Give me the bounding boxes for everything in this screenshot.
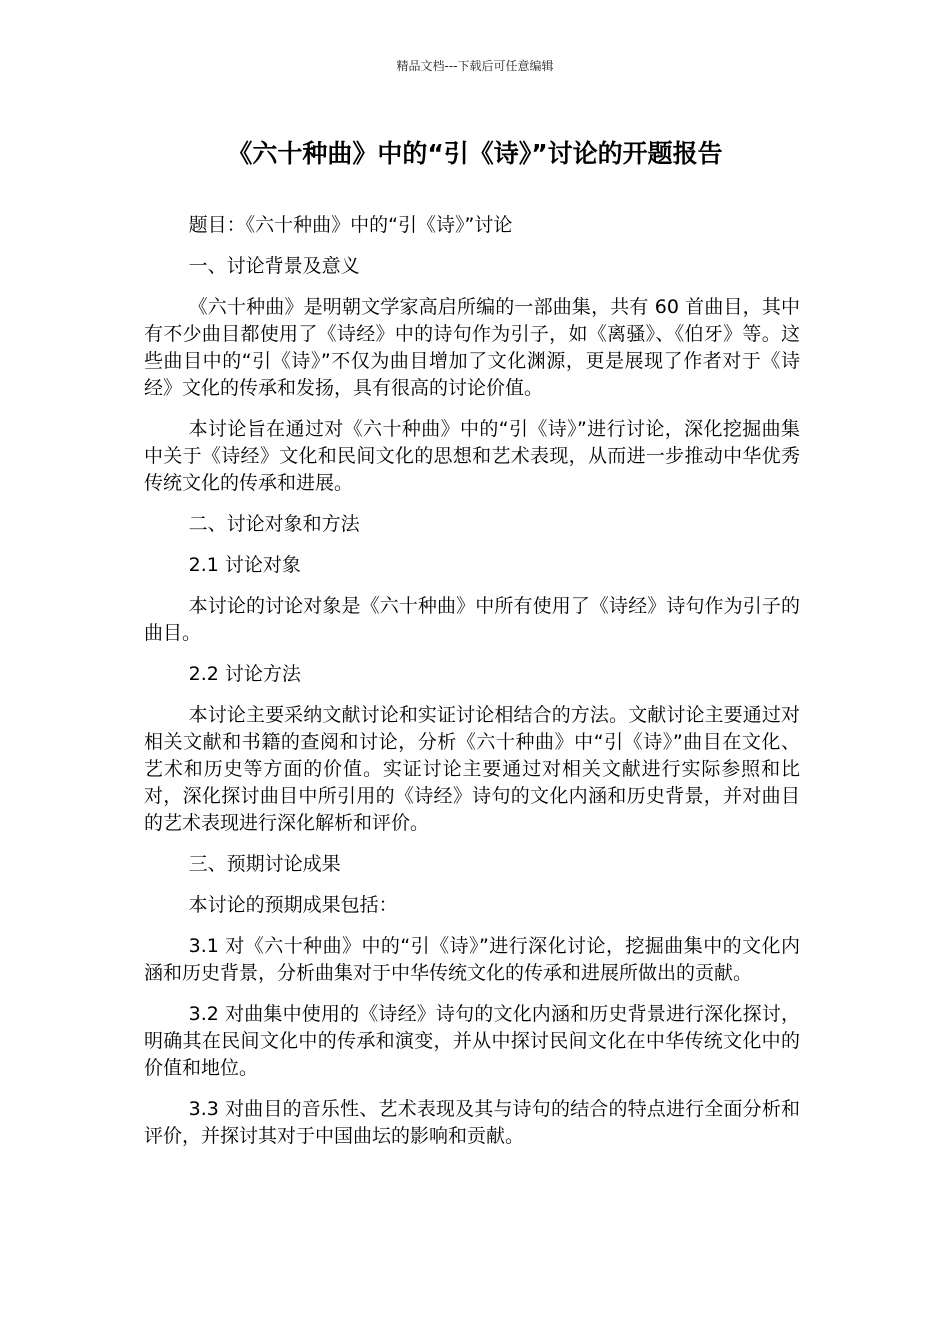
paragraph-purpose: 本讨论旨在通过对《六十种曲》中的“引《诗》”进行讨论，深化挖掘曲集中关于《诗经》文化和民间文化的思想和艺术表现，从而进一步推动中华优秀传统文化的传承和进展。 (144, 418, 800, 494)
paragraph-object: 本讨论的讨论对象是《六十种曲》中所有使用了《诗经》诗句作为引子的曲目。 (144, 595, 800, 644)
section-heading-background: 一、讨论背景及意义 (188, 255, 360, 277)
section-heading-object-method: 二、讨论对象和方法 (188, 513, 360, 535)
paragraph-method: 本讨论主要采纳文献讨论和实证讨论相结合的方法。文献讨论主要通过对相关文献和书籍的查阅和讨论，分析《六十种曲》中“引《诗》”曲目在文化、艺术和历史等方面的价值。实证讨论主要通过对相关文献进行实际参照和比对，深化探讨曲目中所引用的《诗经》诗句的文化内涵和历史背景，并对曲目的艺术表现进行深化解析和评价。 (144, 704, 800, 834)
paragraph-outcomes-intro: 本讨论的预期成果包括： (188, 894, 398, 916)
paragraph-outcome-3-3: 3.3 对曲目的音乐性、艺术表现及其与诗句的结合的特点进行全面分析和评价，并探讨其对于中国曲坛的影响和贡献。 (144, 1098, 800, 1147)
subsection-heading-object: 2.1 讨论对象 (188, 554, 301, 576)
subsection-heading-method: 2.2 讨论方法 (188, 663, 301, 685)
section-heading-outcomes: 三、预期讨论成果 (188, 853, 341, 875)
paragraph-outcome-3-2: 3.2 对曲集中使用的《诗经》诗句的文化内涵和历史背景进行深化探讨，明确其在民间文化中的传承和演变，并从中探讨民间文化在中华传统文化中的价值和地位。 (144, 1003, 800, 1079)
paragraph-background: 《六十种曲》是明朝文学家高启所编的一部曲集，共有 60 首曲目，其中有不少曲目都使用了《诗经》中的诗句作为引子，如《离骚》、《伯牙》等。这些曲目中的“引《诗》”不仅为曲目增加了文化渊源，更是展现了作者对于《诗经》文化的传承和发扬，具有很高的讨论价值。 (144, 296, 800, 399)
header-note: 精品文档---下载后可任意编辑 (396, 59, 554, 73)
document-body (144, 212, 800, 1164)
paragraph-outcome-3-1: 3.1 对《六十种曲》中的“引《诗》”进行深化讨论，挖掘曲集中的文化内涵和历史背景，分析曲集对于中华传统文化的传承和进展所做出的贡献。 (144, 935, 800, 984)
document-title: 《六十种曲》中的“引《诗》”讨论的开题报告 (227, 139, 723, 168)
topic-line: 题目：《六十种曲》中的“引《诗》”讨论 (188, 214, 513, 236)
